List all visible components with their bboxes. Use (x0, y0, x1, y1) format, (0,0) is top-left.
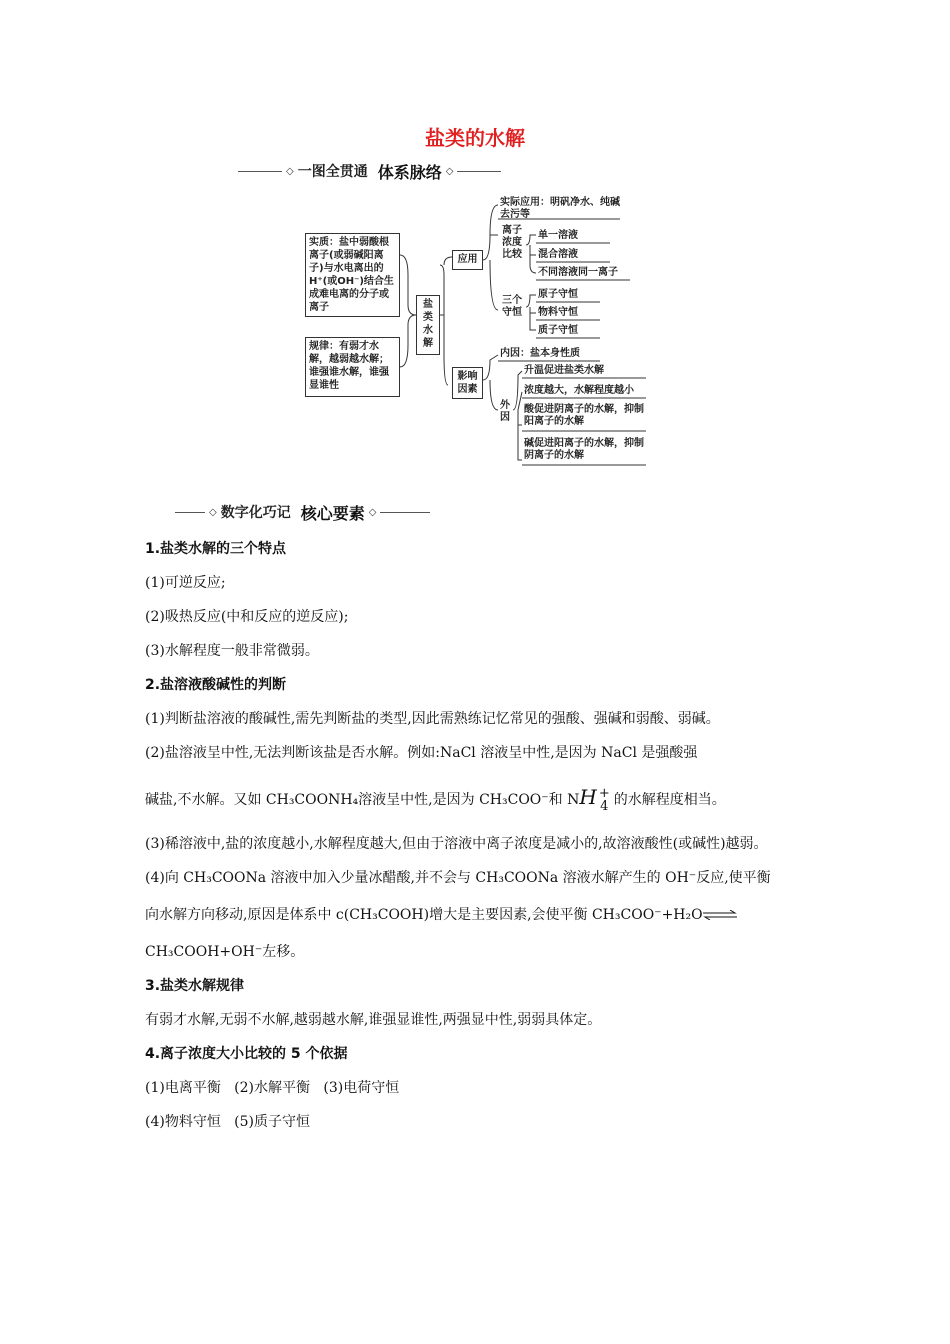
ion-item: 单一溶液 (538, 230, 578, 241)
header-rule-left (175, 512, 205, 513)
diamond-icon: ◇ (445, 165, 454, 177)
ion-charge (599, 787, 610, 813)
subscript: 4 (600, 799, 609, 814)
paragraph: (3)稀溶液中,盐的浓度越小,水解程度越大,但由于溶液中离子浓度是减小的,故溶液酸性(或碱性)越弱。 (145, 836, 768, 852)
paragraph: (4)向 CH₃COONa 溶液中加入少量冰醋酸,并不会与 CH₃COONa 溶液水解产生的 OH⁻反应,使平衡 (145, 870, 771, 886)
heading-3: 3.盐类水解规律 (145, 978, 245, 994)
paragraph (145, 895, 810, 935)
heading-2: 2.盐溶液酸碱性的判断 (145, 677, 287, 693)
conserv-item: 质子守恒 (538, 325, 578, 336)
section-main-label: 核心要素 (300, 503, 365, 523)
paragraph: (2)吸热反应(中和反应的逆反应); (145, 609, 349, 625)
paragraph: (1)电离平衡 (2)水解平衡 (3)电荷守恒 (145, 1080, 400, 1096)
practical-application-label: 实际应用：明矾净水、纯碱去污等 (500, 197, 620, 220)
conserv-item: 物料守恒 (538, 307, 578, 318)
paragraph: (3)水解程度一般非常微弱。 (145, 643, 319, 659)
text-run: 向水解方向移动,原因是体系中 c(CH₃COOH)增大是主要因素,会使平衡 CH₃COO⁻+H₂O (145, 907, 703, 923)
section-sub-label: 数字化巧记 (220, 505, 291, 521)
apply-box: 应用 (452, 250, 483, 270)
page-title: 盐类的水解 (425, 126, 525, 150)
text-run: 碱盐,不水解。又如 CH₃COONH₄溶液呈中性,是因为 CH₃COO⁻和 N (145, 792, 580, 808)
concept-diagram (300, 195, 660, 470)
conserv-item: 原子守恒 (538, 289, 578, 300)
superscript: + (598, 786, 610, 801)
section-header-network (238, 159, 501, 183)
diamond-icon: ◇ (209, 506, 217, 518)
paragraph: 有弱才水解,无弱不水解,越弱越水解,谁强显谁性,两强显中性,弱弱具体定。 (145, 1012, 602, 1028)
external-item: 碱促进阳离子的水解，抑制阴离子的水解 (524, 438, 644, 461)
internal-factor-label: 内因：盐本身性质 (500, 348, 580, 359)
header-rule-right (457, 171, 501, 172)
ion-compare-label: 离子浓度比较 (502, 225, 522, 260)
paragraph (145, 770, 810, 827)
heading-1: 1.盐类水解的三个特点 (145, 541, 287, 557)
center-box: 盐类水解 (416, 295, 440, 355)
three-conserv-label: 三个守恒 (502, 295, 522, 318)
formula-h: H (579, 785, 597, 809)
paragraph: CH₃COOH+OH⁻左移。 (145, 944, 305, 960)
paragraph: (1)判断盐溶液的酸碱性,需先判断盐的类型,因此需熟练记忆常见的强酸、强碱和弱酸、弱碱。 (145, 711, 720, 727)
section-header-core (175, 500, 430, 524)
external-item: 酸促进阴离子的水解，抑制阳离子的水解 (524, 404, 644, 427)
external-item: 升温促进盐类水解 (524, 365, 604, 376)
ion-item: 不同溶液同一离子 (538, 267, 618, 278)
rule-box: 规律：有弱才水解，越弱越水解；谁强谁水解，谁强显谁性 (305, 337, 400, 397)
paragraph: (1)可逆反应; (145, 575, 226, 591)
equilibrium-arrow-icon (703, 910, 737, 920)
external-item: 浓度越大，水解程度越小 (524, 385, 634, 396)
diamond-icon: ◇ (368, 506, 377, 518)
core-content (145, 532, 810, 1139)
section-main-label: 体系脉络 (377, 162, 442, 182)
ion-item: 混合溶液 (538, 249, 578, 260)
paragraph: (2)盐溶液呈中性,无法判断该盐是否水解。例如:NaCl 溶液呈中性,是因为 NaCl 是强酸强 (145, 745, 698, 761)
section-sub-label: 一图全贯通 (297, 164, 368, 180)
header-rule-left (238, 171, 282, 172)
text-run: 的水解程度相当。 (613, 792, 726, 808)
external-factor-label: 外因 (500, 400, 510, 423)
diamond-icon: ◇ (286, 165, 294, 177)
heading-4: 4.离子浓度大小比较的 5 个依据 (145, 1046, 348, 1062)
header-rule-right (380, 512, 430, 513)
factors-box: 影响因素 (452, 367, 483, 399)
essence-box: 实质：盐中弱酸根离子(或弱碱阳离子)与水电离出的H⁺(或OH⁻)结合生成难电离的分子或离子 (305, 233, 400, 317)
paragraph: (4)物料守恒 (5)质子守恒 (145, 1114, 311, 1130)
